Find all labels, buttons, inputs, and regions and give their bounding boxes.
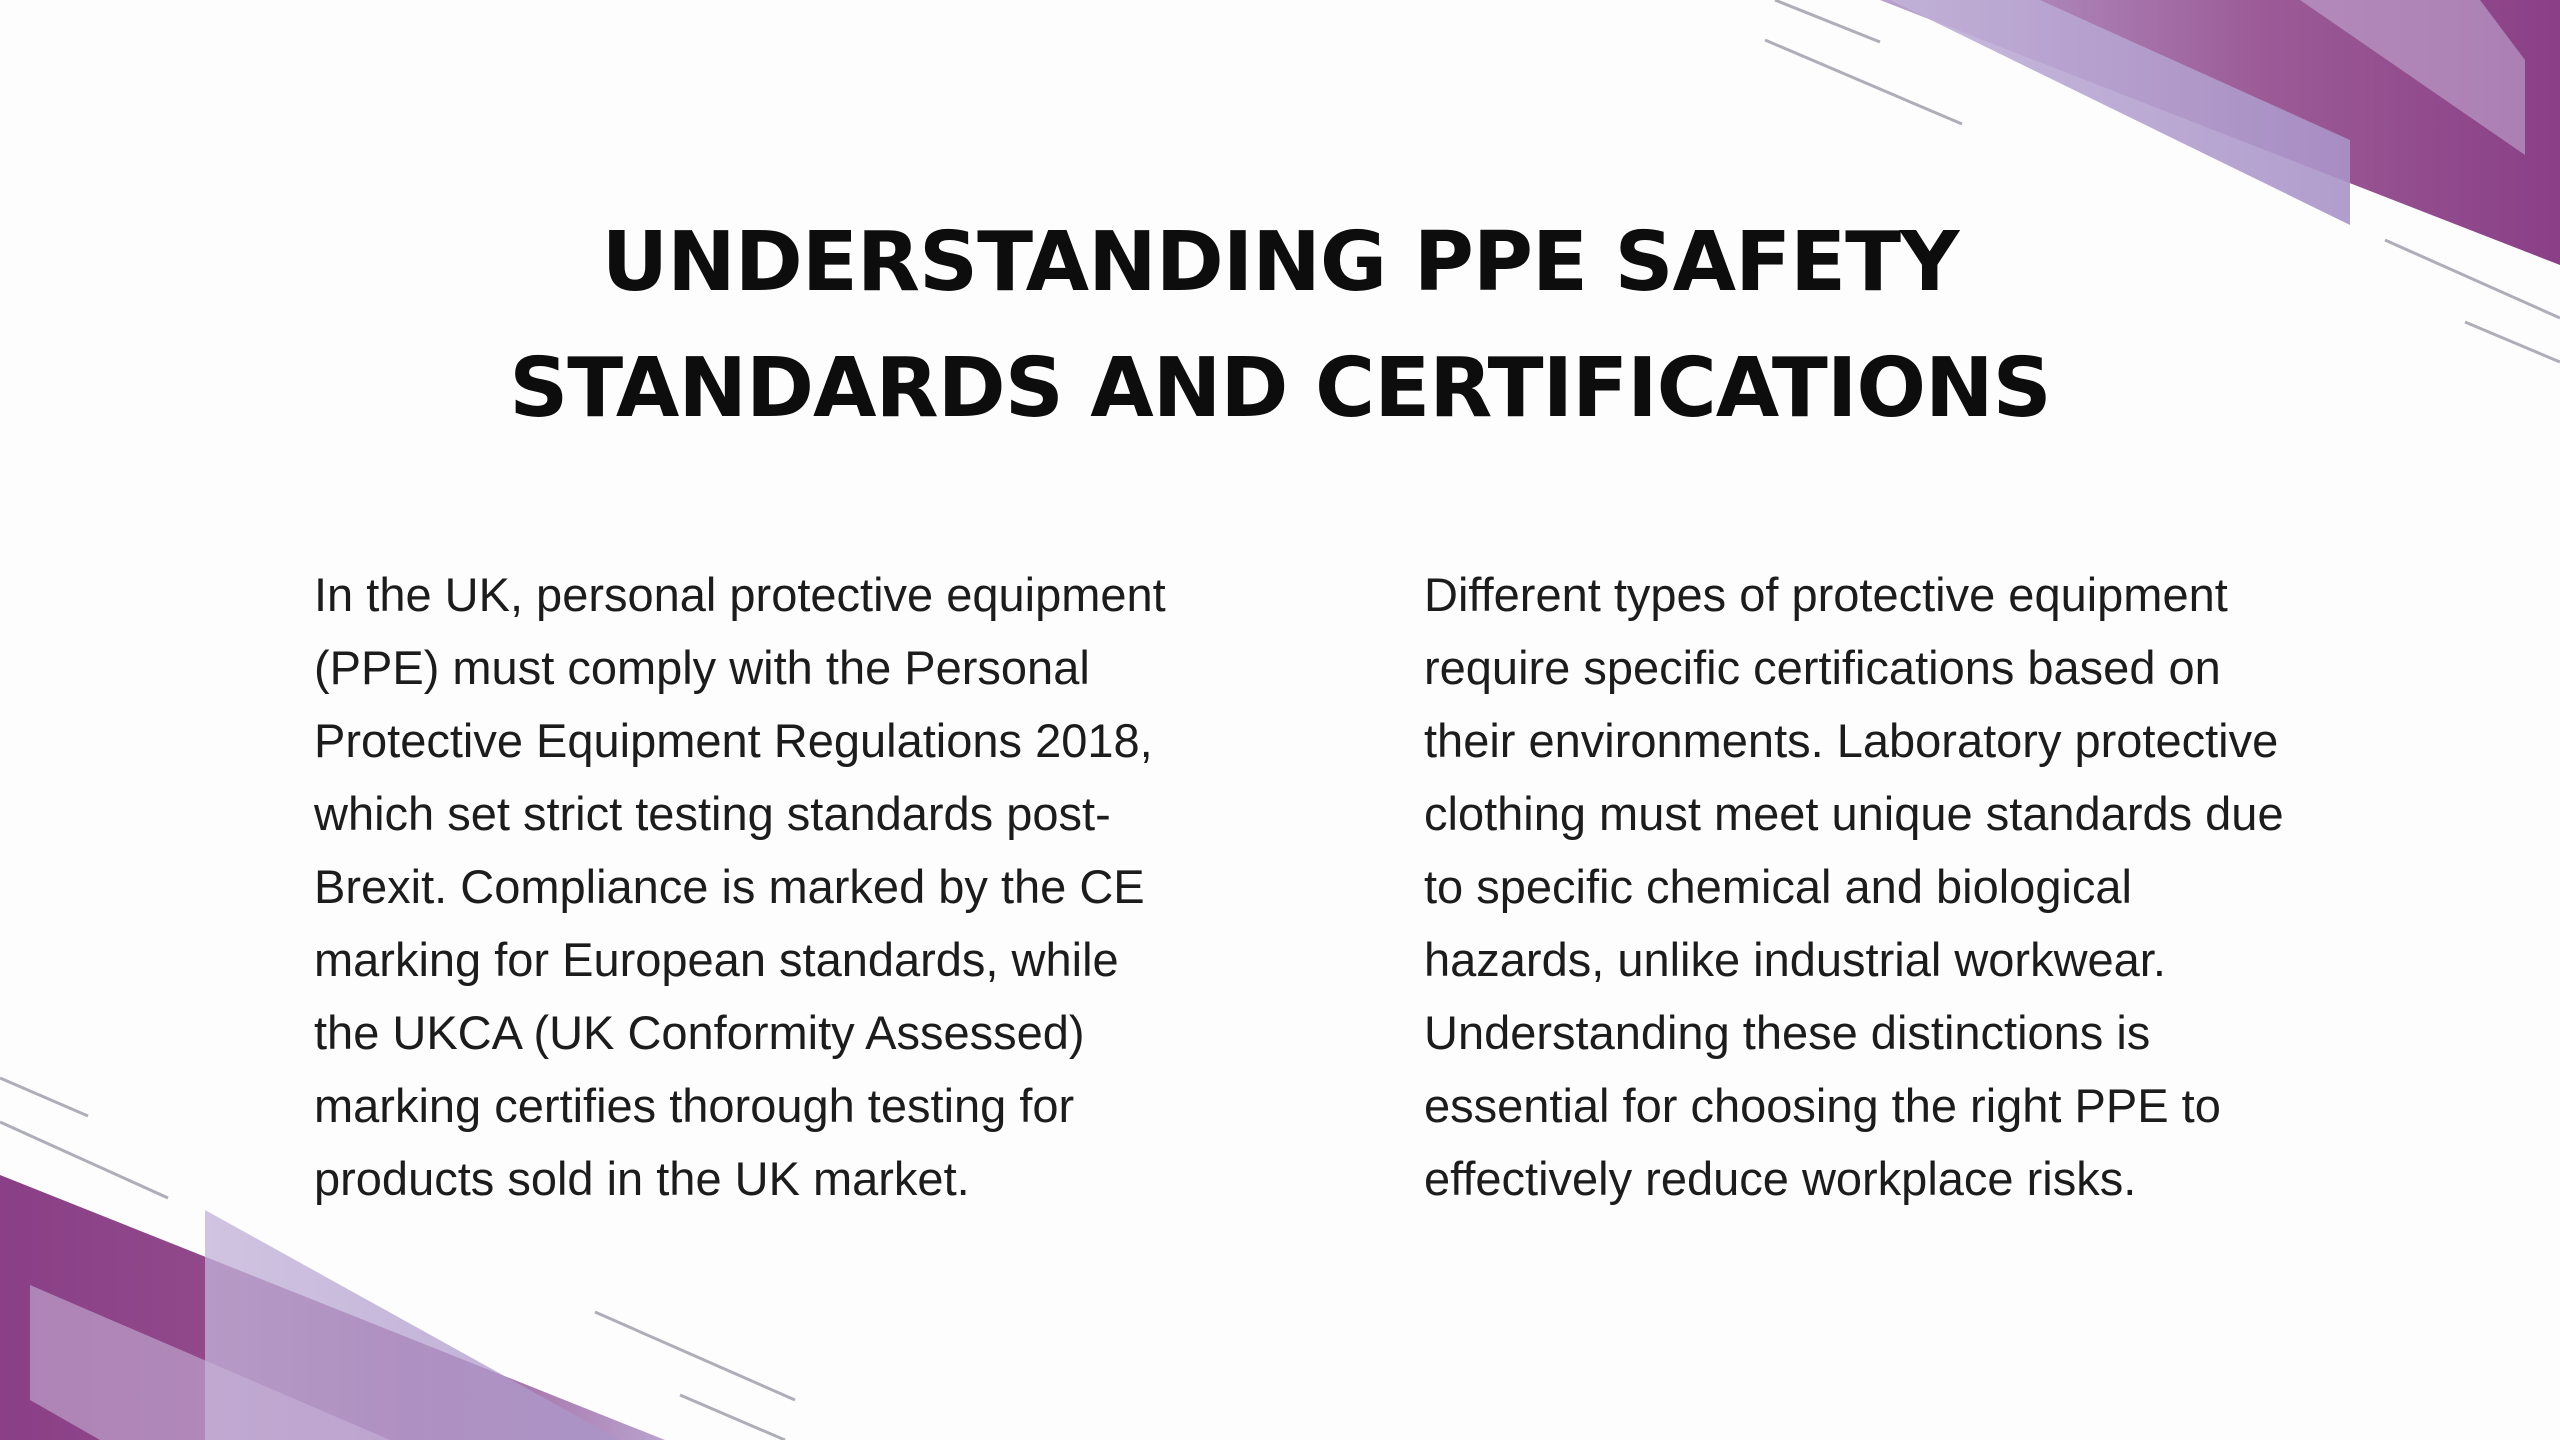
thin-line-top-right-1 [1775,0,1880,42]
thin-line-bottom-left-1 [0,1078,88,1116]
thin-line-top-right-4 [2465,322,2560,362]
thin-line-bottom-left-4 [680,1395,785,1440]
slide-title-line-1: UNDERSTANDING PPE SAFETY [601,215,1959,310]
slide-title [280,200,2280,452]
thin-line-top-right-2 [1765,40,1962,124]
slide-title-line-2: STANDARDS AND CERTIFICATIONS [509,341,2051,436]
left-column-paragraph: In the UK, personal protective equipment (PPE) must comply with the Personal Protective Equipment Regulations 2018, which set strict testing standards post-Brexit. Compliance is marked by the CE marking for European standards, while the UKCA (UK Conformity Assessed) marking certifies thorough testing for products sold in the UK market. [314,568,1166,1205]
thin-line-bottom-left-3 [595,1312,795,1400]
right-column-paragraph: Different types of protective equipment require specific certifications based on their environments. Laboratory protective clothing must meet unique standards due to specific chemical and biological hazards, unlike industrial workwear. Understanding these distinctions is essential for choosing the right PPE to effectively reduce workplace risks. [1424,568,2284,1205]
